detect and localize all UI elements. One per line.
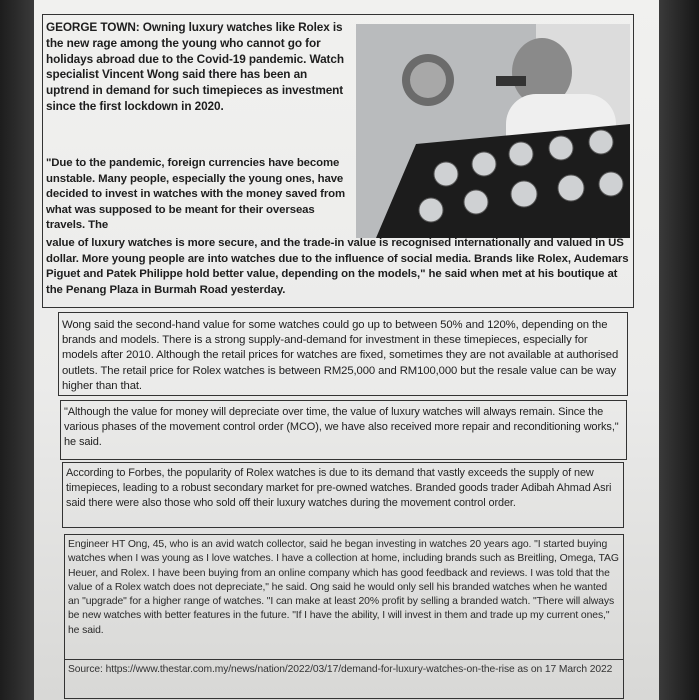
source-link[interactable]: https://www.thestar.com.my/news/nation/2022/03/17/demand-for-luxury-watches-on-the-rise as on 17 March 2022 [105,664,613,675]
lead-paragraph: GEORGE TOWN: Owning luxury watches like Rolex is the new rage among the young who cannot go for holidays abroad due to the Covid-19 pandemic. Watch specialist Vincent Wong said there has been an uptrend in demand for such timepieces as investment since the first lockdown in 2020. [46,20,344,113]
monitor-bezel-right [659,0,699,700]
paragraph-2: Wong said the second-hand value for some watches could go up to between 50% and 120%, depending on the brands and models. There is a strong supply-and-demand for investment in these timepieces, especially for models after 2010. Although the retail prices for watches are fixed, sometimes they are not available at authorised outlets. The retail price for Rolex watches is between RM25,000 and RM100,000 but the resale value can be way higher than that. [62,319,619,392]
watch-specialist-photo [356,24,630,238]
source-label: Source: [68,664,103,675]
quote-paragraph-part-2: value of luxury watches is more secure, and the trade-in value is recognised internationally and valued in US dollar. More young people are into watches due to the influence of social media. Brands like Rolex, Audemars Piguet and Patek Philippe hold better value, depending on the models," he said when met at his boutique at the Penang Plaza in Burmah Road yesterday. [46,237,629,296]
paragraph-3: "Although the value for money will depreciate over time, the value of luxury watches will always remain. Since the various phases of the movement control order (MCO), we have also received more repair and reconditioning works," he said. [64,406,619,448]
quote-paragraph-part-1: "Due to the pandemic, foreign currencies have become unstable. Many people, especially the young ones, have decided to invest in watches with the money saved from what was supposed to be meant for their overseas travels. The [46,157,346,231]
article-page [34,0,659,700]
paragraph-5: Engineer HT Ong, 45, who is an avid watch collector, said he began investing in watches 20 years ago. "I started buying watches when I was young as I love watches. I have a collection at home, including brands such as Breitling, Omega, TAG Heuer, and Rolex. I have been buying from an online company which has good feedback and reviews. I was told that the value of a Rolex watch does not depreciate," he said. Ong said he would only sell his branded watches when he wanted an "upgrade" for a higher range of watches. "I can make at least 20% profit by selling a branded watch. "There will always be new watches with better features in the future. "If I have the ability, I will invest in them and trade up my current ones," he said. [68,539,619,636]
paragraph-4: According to Forbes, the popularity of Rolex watches is due to its demand that vastly exceeds the supply of new timepieces, leading to a robust secondary market for pre-owned watches. Branded goods trader Adibah Ahmad Asri said there were also those who sold off their luxury watches during the movement control order. [66,467,612,509]
photo-illustration [356,24,630,238]
source-citation [68,663,618,677]
monitor-bezel-left [0,0,34,700]
